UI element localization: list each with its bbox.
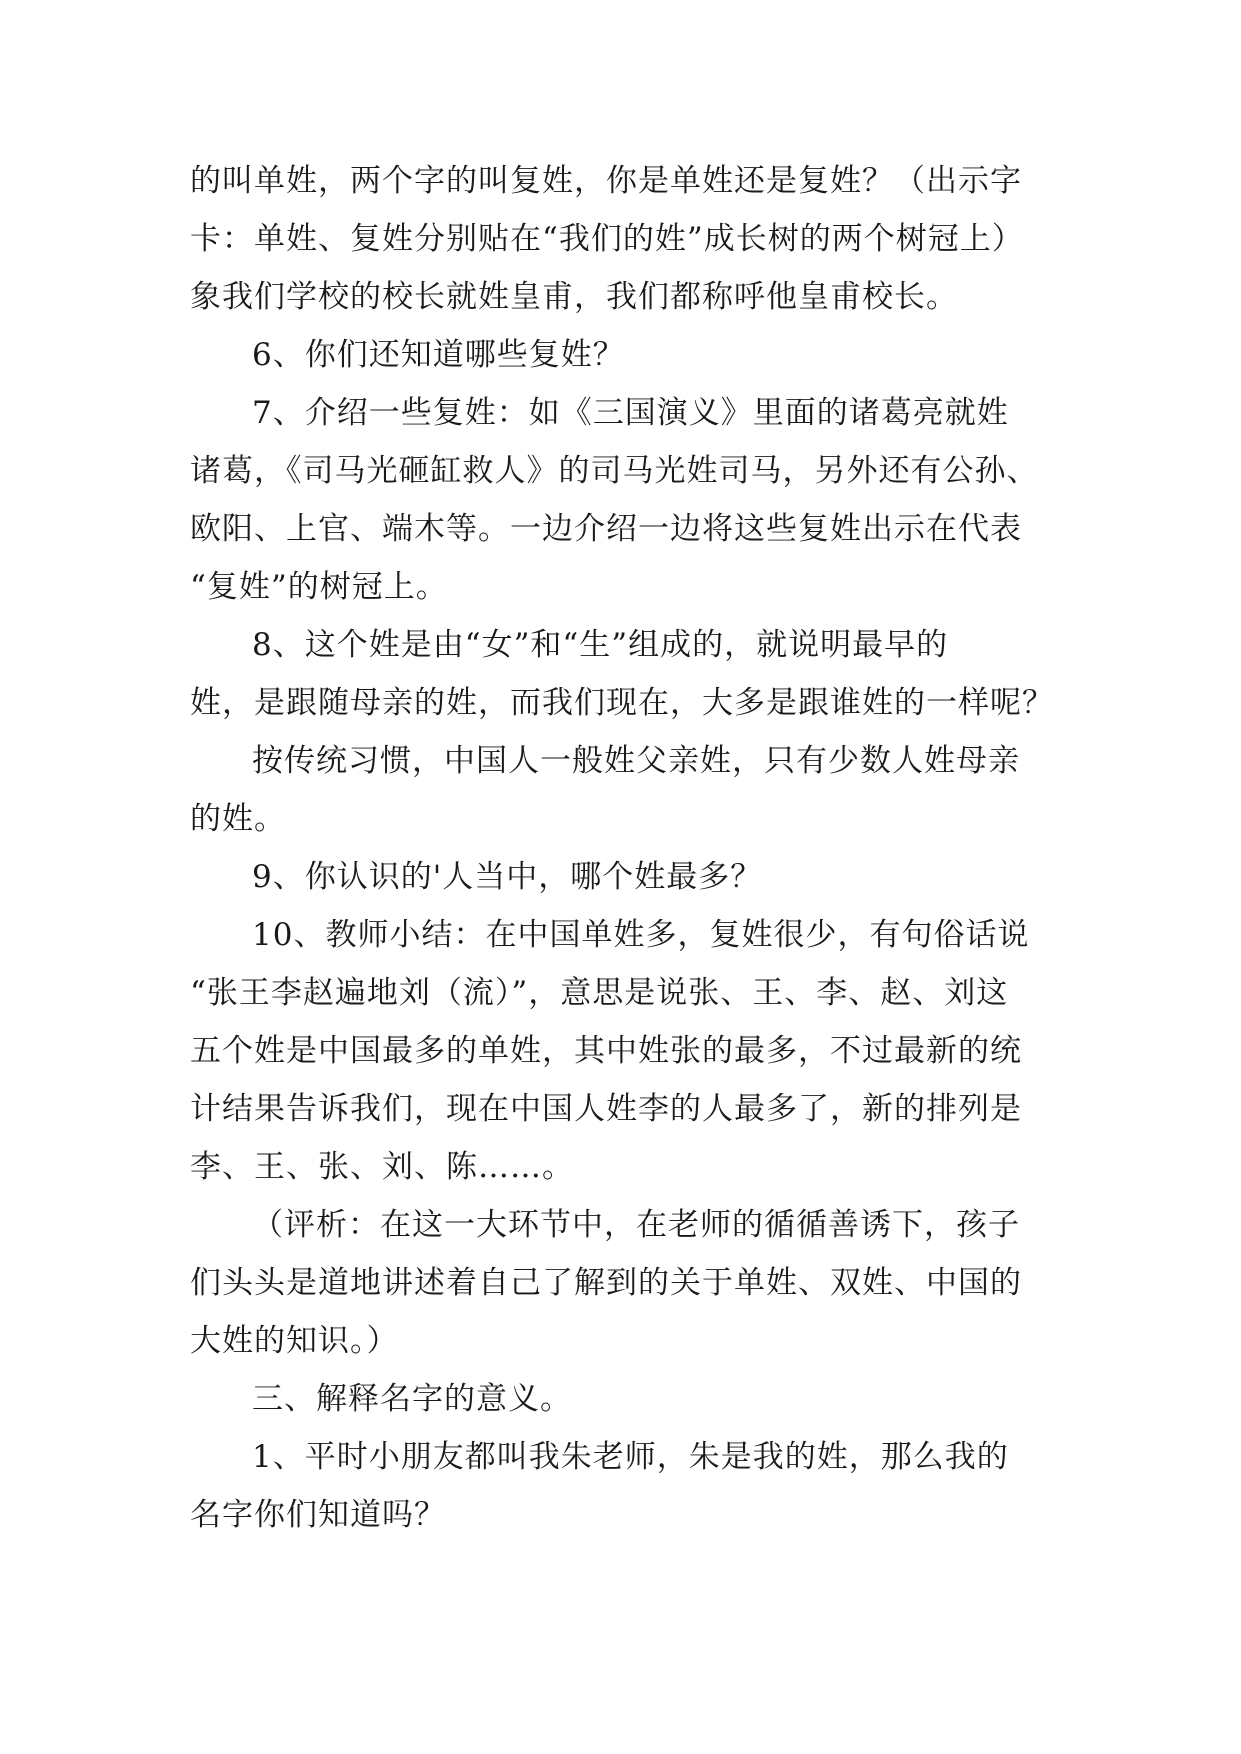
text-line: 6、你们还知道哪些复姓？: [252, 337, 625, 373]
text-line: 8、这个姓是由“女”和“生”组成的，就说明最早的: [252, 627, 949, 663]
text-line: 9、你认识的'人当中，哪个姓最多？: [252, 859, 763, 895]
text-line: 1、平时小朋友都叫我朱老师，朱是我的姓，那么我的: [252, 1439, 1009, 1475]
text-line: 三、解释名字的意义。: [252, 1381, 572, 1417]
text-line: 们头头是道地讲述着自己了解到的关于单姓、双姓、中国的: [190, 1265, 1022, 1301]
text-line: 按传统习惯，中国人一般姓父亲姓，只有少数人姓母亲: [252, 743, 1020, 779]
text-line: 李、王、张、刘、陈……。: [190, 1149, 574, 1185]
text-line: 7、介绍一些复姓：如《三国演义》里面的诸葛亮就姓: [252, 395, 1009, 431]
text-line: 大姓的知识。）: [190, 1323, 399, 1359]
text-line: “复姓”的树冠上。: [190, 569, 448, 605]
text-line: 的姓。: [190, 801, 286, 837]
text-line: （评析：在这一大环节中，在老师的循循善诱下，孩子: [252, 1207, 1020, 1243]
text-line: 计结果告诉我们，现在中国人姓李的人最多了，新的排列是: [190, 1091, 1022, 1127]
text-line: 卡：单姓、复姓分别贴在“我们的姓”成长树的两个树冠上）: [190, 221, 1024, 257]
document-body: [190, 152, 1070, 1544]
text-line: 五个姓是中国最多的单姓，其中姓张的最多，不过最新的统: [190, 1033, 1022, 1069]
text-line: 诸葛，《司马光砸缸救人》的司马光姓司马，另外还有公孙、: [190, 453, 1039, 489]
text-line: 10、教师小结：在中国单姓多，复姓很少，有句俗话说: [252, 917, 1030, 953]
text-line: 的叫单姓，两个字的叫复姓，你是单姓还是复姓？（出示字: [190, 163, 1022, 199]
text-line: 欧阳、上官、端木等。一边介绍一边将这些复姓出示在代表: [190, 511, 1022, 547]
text-line: 姓，是跟随母亲的姓，而我们现在，大多是跟谁姓的一样呢？: [190, 685, 1054, 721]
text-line: 名字你们知道吗？: [190, 1497, 446, 1533]
text-line: “张王李赵遍地刘（流）”，意思是说张、王、李、赵、刘这: [190, 975, 1009, 1011]
text-line: 象我们学校的校长就姓皇甫，我们都称呼他皇甫校长。: [190, 279, 958, 315]
